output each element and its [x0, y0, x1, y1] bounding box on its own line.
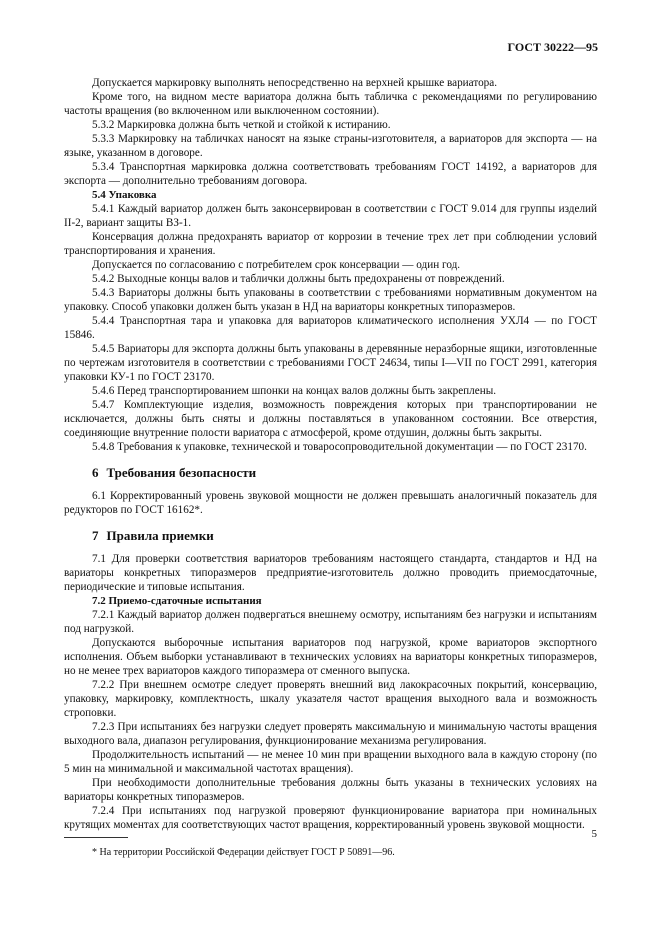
paragraph: Консервация должна предохранять вариатор от коррозии в течение трех лет при соблюдении условий транспортирования и хранения. [64, 231, 597, 257]
paragraph: 7.2.3 При испытаниях без нагрузки следует проверять максимальную и минимальную частоты вращения выходного вала, диапазон регулирования, функционирование механизма регулирования. [64, 721, 597, 747]
paragraph: Продолжительность испытаний — не менее 10 мин при вращении выходного вала в каждую сторону (по 5 мин на минимальной и максимальной частотах вращения). [64, 749, 597, 775]
section-title: Правила приемки [106, 528, 214, 543]
paragraph: 5.3.3 Маркировку на табличках наносят на языке страны-изготовителя, а вариаторов для экспорта — на языке, указанном в договоре. [64, 133, 597, 159]
section-heading [92, 529, 597, 543]
paragraph: 7.2.2 При внешнем осмотре следует проверять внешний вид лакокрасочных покрытий, консервацию, упаковку, маркировку, комплектность, шкалу указателя частот вращения выходного вала и возможность строповки. [64, 679, 597, 719]
paragraph: 7.2.1 Каждый вариатор должен подвергаться внешнему осмотру, испытаниям без нагрузки и испытаниям под нагрузкой. [64, 609, 597, 635]
section-number: 7 [92, 528, 99, 543]
paragraph: Кроме того, на видном месте вариатора должна быть табличка с рекомендациями по регулированию частоты вращения (во включенном или выключенном состоянии). [64, 91, 597, 117]
paragraph: 5.4.3 Вариаторы должны быть упакованы в соответствии с требованиями нормативным документом на упаковку. Способ упаковки должен быть указан в НД на вариаторы конкретных типоразмеров. [64, 287, 597, 313]
paragraph: 5.4.8 Требования к упаковке, технической и товаросопроводительной документации — по ГОСТ 23170. [92, 441, 587, 453]
paragraph: 5.4.5 Вариаторы для экспорта должны быть упакованы в деревянные неразборные ящики, изготовленные по чертежам изготовителя в соответствии с требованиями ГОСТ 24634, типы I—VII по ГОСТ 2991, категория упаковки КУ-1 по ГОСТ 23170. [64, 343, 597, 383]
footnote: * На территории Российской Федерации действует ГОСТ Р 50891—96. [92, 847, 395, 858]
paragraph: 6.1 Корректированный уровень звуковой мощности не должен превышать аналогичный показатель для редукторов по ГОСТ 16162*. [64, 490, 597, 516]
paragraph: 5.4.7 Комплектующие изделия, возможность повреждения которых при транспортировании не исключается, должны быть сняты и должны поставляться в упакованном состоянии. Все отверстия, соединяющие внутренние полости вариатора с атмосферой, кроме отдушин, должны быть закрыты. [64, 399, 597, 439]
document-body [64, 76, 597, 860]
paragraph: 5.3.2 Маркировка должна быть четкой и стойкой к истиранию. [92, 119, 391, 131]
section-heading [92, 466, 597, 480]
paragraph: 7.2.4 При испытаниях под нагрузкой проверяют функционирование вариатора при номинальных крутящих моментах для соответствующих частот вращения, корректированный уровень звуковой мощности. [64, 805, 597, 831]
paragraph: 5.4.6 Перед транспортированием шпонки на концах валов должны быть закреплены. [92, 385, 497, 397]
document-header: ГОСТ 30222—95 [507, 40, 598, 54]
text-blocks [64, 76, 597, 832]
paragraph: 7.1 Для проверки соответствия вариаторов требованиям настоящего стандарта, стандартов и НД на вариаторы конкретных типоразмеров предприятие-изготовитель должно проводить приемосдаточные, периодические и типовые испытания. [64, 553, 597, 593]
subsection-heading: 7.2 Приемо-сдаточные испытания [92, 595, 262, 607]
paragraph: При необходимости дополнительные требования должны быть указаны в технических условиях на вариаторы конкретных типоразмеров. [64, 777, 597, 803]
paragraph: 5.4.2 Выходные концы валов и таблички должны быть предохранены от повреждений. [92, 273, 505, 285]
paragraph: 5.3.4 Транспортная маркировка должна соответствовать требованиям ГОСТ 14192, а вариаторов для экспорта — дополнительно требованиям договора. [64, 161, 597, 187]
paragraph: Допускается маркировку выполнять непосредственно на верхней крышке вариатора. [92, 77, 498, 89]
paragraph: Допускается по согласованию с потребителем срок консервации — один год. [92, 259, 461, 271]
paragraph: 5.4.1 Каждый вариатор должен быть законсервирован в соответствии с ГОСТ 9.014 для группы изделий II-2, вариант защиты ВЗ-1. [64, 203, 597, 229]
footnote-separator [64, 837, 128, 838]
section-number: 6 [92, 465, 99, 480]
page-number: 5 [591, 828, 597, 840]
paragraph: 5.4.4 Транспортная тара и упаковка для вариаторов климатического исполнения УХЛ4 — по ГОСТ 15846. [64, 315, 597, 341]
section-title: Требования безопасности [106, 465, 257, 480]
paragraph: Допускаются выборочные испытания вариаторов под нагрузкой, кроме вариаторов экспортного исполнения. Объем выборки устанавливают в технических условиях на вариаторы конкретных типоразмеров, но не менее трех вариаторов каждого типоразмера от сменного выпуска. [64, 637, 597, 677]
subsection-heading: 5.4 Упаковка [92, 189, 157, 201]
